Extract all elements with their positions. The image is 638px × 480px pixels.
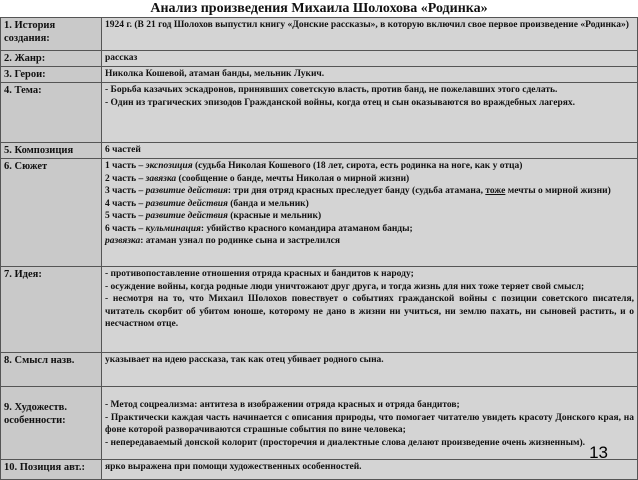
- row-label-features: 9. Художеств. особенности:: [1, 387, 102, 460]
- plot-line: [105, 173, 634, 186]
- content-line: - Борьба казачьих эскадронов, принявших советскую власть, против банд, не пожелавших этого сделать.: [105, 85, 558, 95]
- plot-desc: мечты о мирной жизни): [505, 186, 611, 196]
- table-row: [1, 159, 638, 267]
- plot-desc: : убийство красного командира атаманом банды;: [200, 223, 413, 234]
- row-content-genre: [102, 51, 638, 67]
- plot-term: развитие действия: [145, 198, 228, 209]
- content-line: - противопоставление отношения отряда красных и бандитов к народу;: [105, 269, 414, 279]
- plot-line: [105, 198, 634, 211]
- content-line: - Практически каждая часть начинается с описания природы, что помогает читателю увидеть красоту Донского края, на фоне которой разворачиваются страшные события по вине человека;: [105, 412, 634, 435]
- plot-line: [105, 160, 634, 173]
- plot-term: кульминация: [145, 223, 201, 234]
- plot-line: [105, 235, 634, 248]
- plot-desc: (судьба Николая Кошевого (18 лет, сирота, есть родинка на ноге, как у отца): [192, 161, 523, 171]
- table-row: [1, 51, 638, 67]
- content-line: Николка Кошевой, атаман банды, мельник Лукич.: [105, 69, 325, 79]
- row-content-history: [102, 18, 638, 51]
- content-line: 1924 г. (В 21 год Шолохов выпустил книгу «Донские рассказы», в которую включил свое первое произведение «Родинка»): [105, 20, 629, 30]
- analysis-table: [0, 17, 638, 480]
- plot-desc: : атаман узнал по родинке сына и застрелился: [140, 236, 341, 246]
- plot-term: развитие действия: [145, 211, 228, 221]
- plot-part: 1 часть –: [105, 161, 146, 171]
- row-content-plot: [102, 159, 638, 267]
- plot-line: [105, 185, 634, 198]
- content-line: - несмотря на то, что Михаил Шолохов повествует о событиях гражданской войны с позиции советского писателя, читатель скорбит об убитом юноше, которому не дано в жизни ни учиться, ни землю пахать, ни сыновей растить, и о несчастном отце.: [105, 294, 634, 329]
- content-line: - непередаваемый донской колорит (просторечия и диалектные слова делают произведение очень жизненным).: [105, 437, 586, 448]
- table-row: [1, 353, 638, 387]
- row-content-meaning: [102, 353, 638, 387]
- row-content-position: [102, 460, 638, 480]
- row-content-theme: [102, 83, 638, 143]
- row-content-heroes: [102, 67, 638, 83]
- table-row: [1, 460, 638, 480]
- content-line: ярко выражена при помощи художественных особенностей.: [105, 462, 362, 472]
- table-row: [1, 267, 638, 353]
- plot-desc: : три дня отряд красных преследует банду (судьба атамана,: [227, 186, 486, 196]
- table-row: [1, 83, 638, 143]
- plot-term: завязка: [145, 173, 177, 184]
- plot-desc: (банда и мельник): [227, 198, 309, 209]
- plot-part: 5 часть –: [105, 211, 146, 221]
- table-row: [1, 387, 638, 460]
- plot-term: развитие действия: [145, 186, 228, 196]
- row-label-meaning: 8. Смысл назв.: [1, 353, 102, 387]
- table-row: [1, 18, 638, 51]
- row-label-plot: 6. Сюжет: [1, 159, 102, 267]
- content-line: 6 частей: [105, 145, 141, 155]
- row-label-heroes: 3. Герои:: [1, 67, 102, 83]
- content-line: - осуждение войны, когда родные люди уничтожают друг друга, и тогда жизнь для них тоже теряет свой смысл;: [105, 281, 585, 292]
- row-label-composition: 5. Композиция: [1, 143, 102, 159]
- page-title: Анализ произведения Михаила Шолохова «Родинка»: [150, 1, 488, 16]
- plot-desc: (красные и мельник): [227, 211, 322, 221]
- row-label-theme: 4. Тема:: [1, 83, 102, 143]
- row-content-features: [102, 387, 638, 460]
- content-line: - Метод соцреализма: антитеза в изображении отряда красных и отряда бандитов;: [105, 400, 460, 410]
- row-content-idea: [102, 267, 638, 353]
- plot-part: 6 часть –: [105, 223, 146, 234]
- plot-desc: (сообщение о банде, мечты Николая о мирной жизни): [176, 173, 410, 184]
- plot-line: [105, 210, 634, 223]
- plot-line: [105, 223, 634, 236]
- row-content-composition: [102, 143, 638, 159]
- plot-term: развязка: [105, 236, 141, 246]
- table-row: [1, 143, 638, 159]
- plot-term: экспозиция: [145, 161, 193, 171]
- row-label-history: 1. История создания:: [1, 18, 102, 51]
- table-row: [1, 67, 638, 83]
- plot-part: 3 часть –: [105, 186, 146, 196]
- plot-part: 2 часть –: [105, 173, 146, 184]
- plot-underlined: тоже: [485, 186, 506, 196]
- row-label-position: 10. Позиция авт.:: [1, 460, 102, 480]
- content-line: - Один из трагических эпизодов Гражданской войны, когда отец и сын оказываются во враждебных лагерях.: [105, 97, 575, 108]
- content-line: рассказ: [105, 53, 138, 63]
- row-label-idea: 7. Идея:: [1, 267, 102, 353]
- page-number: 13: [589, 443, 608, 462]
- content-line: указывает на идею рассказа, так как отец убивает родного сына.: [105, 355, 384, 365]
- plot-part: 4 часть –: [105, 198, 146, 209]
- row-label-genre: 2. Жанр:: [1, 51, 102, 67]
